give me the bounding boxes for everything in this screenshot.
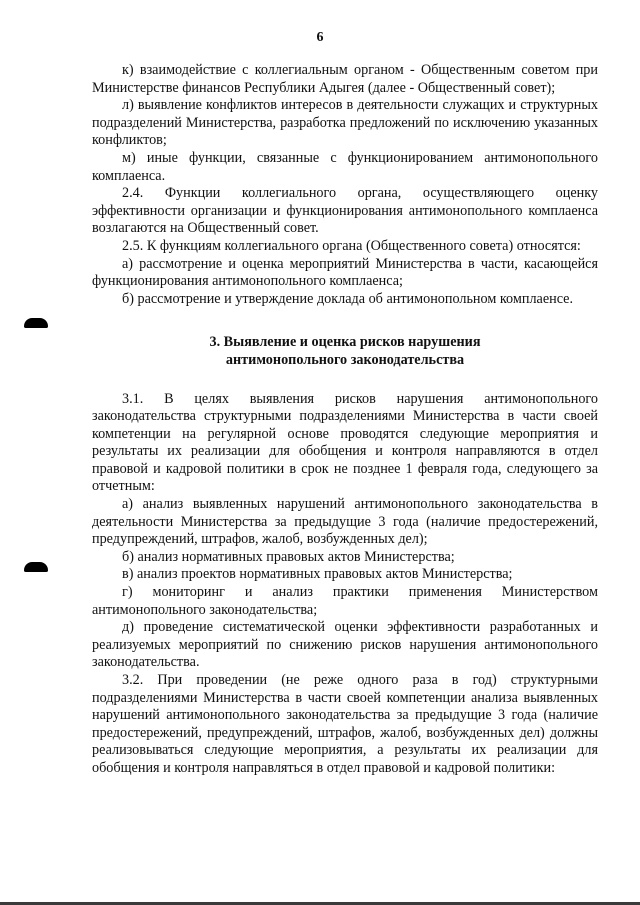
paragraph-3-1-a: а) анализ выявленных нарушений антимонопольного законодательства в деятельности Министерства за предыдущие 3 года (наличие предостережений, предупреждений, штрафов, жалоб, возбужденных дел); — [92, 496, 598, 548]
paragraph-3-2: 3.2. При проведении (не реже одного раза в год) структурными подразделениями Министерства в части своей компетенции анализа выявленных нарушений антимонопольного законодательства за предыдущие 3 года (наличие предостережений, предупреждений, штрафов, жалоб, возбужденных дел) должны реализовываться следующие мероприятия, а результаты их реализации для обобщения и контроля направляться в отдел правовой и кадровой политики: — [92, 672, 598, 776]
section-heading-line2: антимонопольного законодательства — [225, 351, 465, 368]
paragraph-m: м) иные функции, связанные с функционированием антимонопольного комплаенса. — [92, 149, 598, 184]
paragraph-l: л) выявление конфликтов интересов в деятельности служащих и структурных подразделений Министерства, разработка предложений по исключению указанных конфликтов; — [92, 97, 598, 149]
paragraph-3-1-v: в) анализ проектов нормативных правовых актов Министерства; — [122, 566, 513, 583]
binder-hole-mark-lower — [24, 562, 48, 572]
paragraph-k: к) взаимодействие с коллегиальным органом - Общественным советом при Министерстве финансов Республики Адыгея (далее - Общественный совет); — [92, 62, 598, 96]
paragraph-2-5-b: б) рассмотрение и утверждение доклада об антимонопольном комплаенсе. — [122, 290, 574, 307]
binder-hole-mark-upper — [24, 318, 48, 328]
paragraph-3-1-g: г) мониторинг и анализ практики применения Министерством антимонопольного законодательства; — [92, 584, 598, 618]
paragraph-2-5-a: а) рассмотрение и оценка мероприятий Министерства в части, касающейся функционирования антимонопольного комплаенса; — [92, 255, 598, 290]
paragraph-2-5: 2.5. К функциям коллегиального органа (Общественного совета) относятся: — [122, 237, 581, 254]
paragraph-3-1: 3.1. В целях выявления рисков нарушения антимонопольного законодательства структурными подразделениями Министерства в части своей компетенции на регулярной основе проводятся следующие мероприятия и результаты их реализации для обобщения и контроля направляются в отдел правовой и кадровой политики в срок не позднее 1 февраля года, следующего за отчетным: — [92, 390, 598, 495]
document-body — [92, 62, 598, 778]
paragraph-2-4: 2.4. Функции коллегиального органа, осуществляющего оценку эффективности организации и функционирования антимонопольного комплаенса возлагаются на Общественный совет. — [92, 185, 598, 237]
section-heading-line1: 3. Выявление и оценка рисков нарушения — [209, 334, 481, 351]
paragraph-3-1-b: б) анализ нормативных правовых актов Министерства; — [122, 548, 455, 565]
paragraph-3-1-d: д) проведение систематической оценки эффективности разработанных и реализуемых мероприятий по снижению рисков нарушения антимонопольного законодательства. — [92, 619, 598, 671]
page-number: 6 — [316, 30, 324, 45]
